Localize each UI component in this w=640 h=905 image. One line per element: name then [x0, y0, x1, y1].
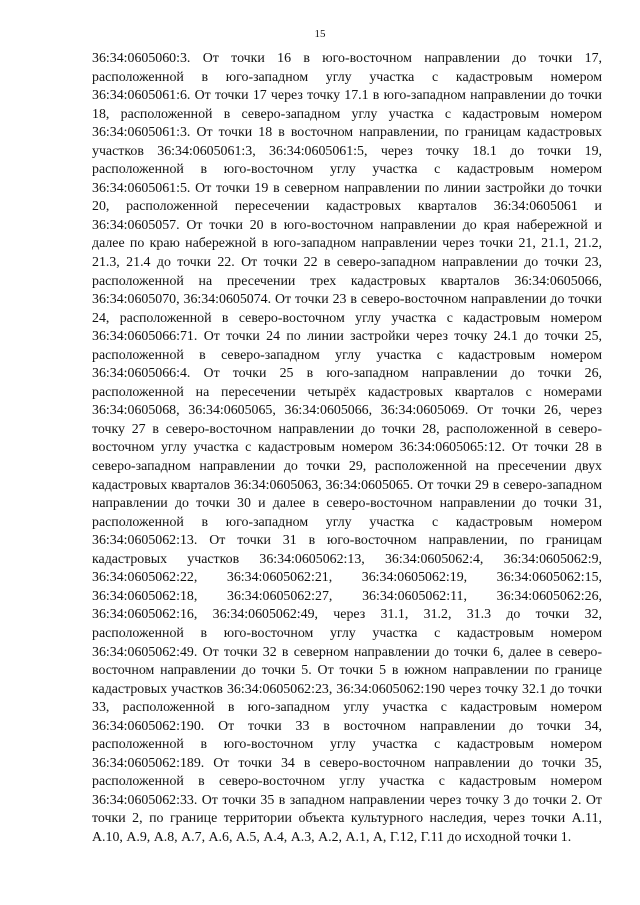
body-paragraph: 36:34:0605060:3. От точки 16 в юго-восточном направлении до точки 17, расположенной в юго-западном углу участка с кадастровым номером 36:34:0605061:6. От точки 17 через точку 17.1 в юго-западном направлении до точки 18, расположенной в северо-западном углу участка с кадастровым номером 36:34:0605061:3. От точки 18 в восточном направлении, по границам кадастровых участков 36:34:0605061:3, 36:34:0605061:5, через точку 18.1 до точки 19, расположенной в юго-восточном углу участка с кадастровым номером 36:34:0605061:5. От точки 19 в северном направлении по линии застройки до точки 20, расположенной пересечении кадастровых кварталов 36:34:0605061 и 36:34:0605057. От точки 20 в юго-восточном направлении до края набережной и далее по краю набережной в юго-западном направлении через точки 21, 21.1, 21.2, 21.3, 21.4 до точки 22. От точки 22 в северо-западном направлении до точки 23, расположенной на пресечении трех кадастровых кварталов 36:34:0605066, 36:34:0605070, 36:34:0605074. От точки 23 в северо-восточном направлении до точки 24, расположенной в северо-восточном углу участка с кадастровым номером 36:34:0605066:71. От точки 24 по линии застройки через точку 24.1 до точки 25, расположенной в северо-западном углу участка с кадастровым номером 36:34:0605066:4. От точки 25 в юго-западном направлении до точки 26, расположенной на пересечении четырёх кадастровых кварталов с номерами 36:34:0605068, 36:34:0605065, 36:34:0605066, 36:34:0605069. От точки 26, через точку 27 в северо-восточном направлении до точки 28, расположенной в северо-восточном углу участка с кадастровым номером 36:34:0605065:12. От точки 28 в северо-западном направлении до точки 29, расположенной на пресечении двух кадастровых кварталов 36:34:0605063, 36:34:0605065. От точки 29 в северо-западном направлении до точки 30 и далее в северо-восточном направлении до точки 31, расположенной в юго-западном углу участка с кадастровым номером 36:34:0605062:13. От точки 31 в юго-восточном направлении, по границам кадастровых участков 36:34:0605062:13, 36:34:0605062:4, 36:34:0605062:9, 36:34:0605062:22, 36:34:0605062:21, 36:34:0605062:19, 36:34:0605062:15, 36:34:0605062:18, 36:34:0605062:27, 36:34:0605062:11, 36:34:0605062:26, 36:34:0605062:16, 36:34:0605062:49, через 31.1, 31.2, 31.3 до точки 32, расположенной в юго-восточном углу участка с кадастровым номером 36:34:0605062:49. От точки 32 в северном направлении до точки 6, далее в северо-восточном направлении до точки 5. От точки 5 в южном направлении по границе кадастровых участков 36:34:0605062:23, 36:34:0605062:190 через точку 32.1 до точки 33, расположенной в юго-западном углу участка с кадастровым номером 36:34:0605062:190. От точки 33 в восточном направлении до точки 34, расположенной в юго-восточном углу участка с кадастровым номером 36:34:0605062:189. От точки 34 в северо-восточном направлении до точки 35, расположенной в северо-восточном углу участка с кадастровым номером 36:34:0605062:33. От точки 35 в западном направлении через точку 3 до точки 2. От точки 2, по границе территории объекта культурного наследия, через точки А.11, А.10, А.9, А.8, А.7, А.6, А.5, А.4, А.3, А.2, А.1, А, Г.12, Г.11 до исходной точки 1. — [92, 51, 602, 845]
page-number: 15 — [314, 28, 326, 40]
